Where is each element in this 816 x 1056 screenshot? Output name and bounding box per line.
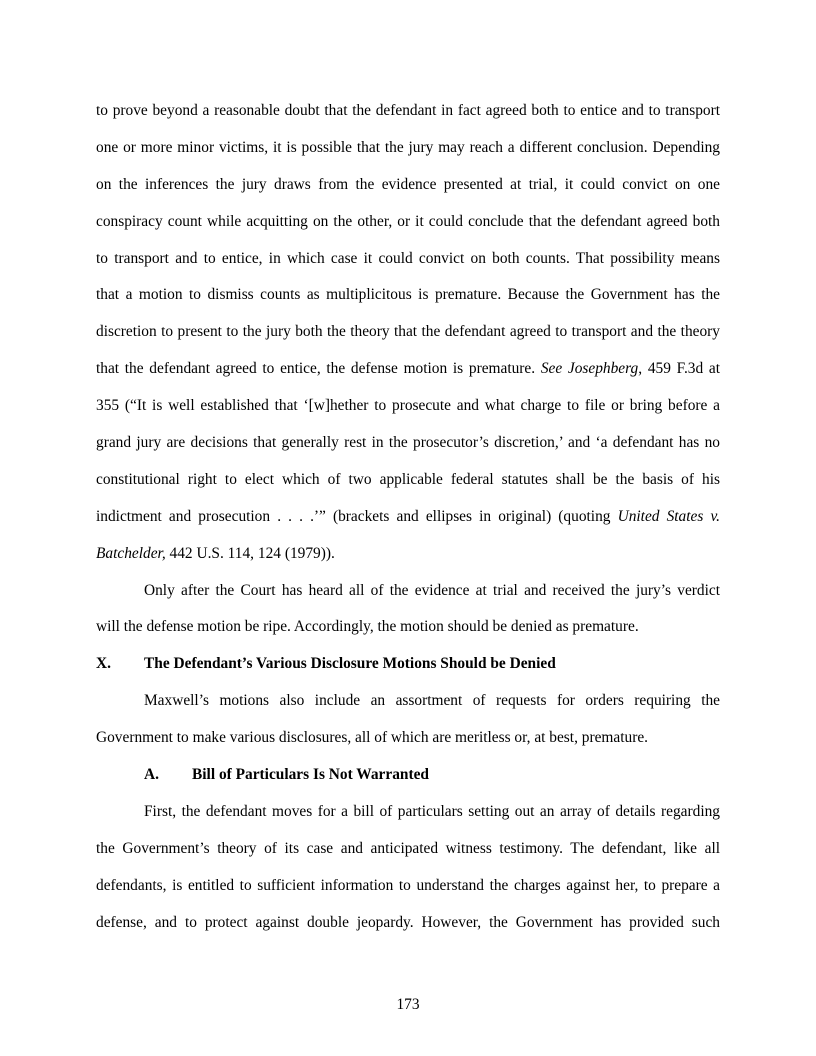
text-line: to transport and to entice, in which case it could convict on both counts. That possibility means xyxy=(96,249,720,267)
text-line: conspiracy count while acquitting on the other, or it could conclude that the defendant agreed both xyxy=(96,212,720,230)
citation-see: See Josephberg xyxy=(540,360,639,378)
text-line: constitutional right to elect which of two applicable federal statutes shall be the basis of his xyxy=(96,470,720,488)
text-line: First, the defendant moves for a bill of particulars setting out an array of details regarding xyxy=(144,802,720,820)
text-line xyxy=(96,351,720,388)
text-line xyxy=(96,499,720,536)
text-line: the Government’s theory of its case and anticipated witness testimony. The defendant, like all xyxy=(96,839,720,857)
text-fragment: 442 U.S. 114, 124 (1979)). xyxy=(165,544,335,562)
text-fragment: indictment and prosecution . . . .’” (brackets and ellipses in original) (quoting xyxy=(96,507,618,525)
text-line: grand jury are decisions that generally rest in the prosecutor’s discretion,’ and ‘a defendant has no xyxy=(96,434,720,452)
section-title: The Defendant’s Various Disclosure Motions Should be Denied xyxy=(144,655,556,673)
subsection-title: Bill of Particulars Is Not Warranted xyxy=(192,766,429,784)
text-line: that a motion to dismiss counts as multiplicitous is premature. Because the Government has the xyxy=(96,286,720,304)
text-line: 355 (“It is well established that ‘[w]hether to prosecute and what charge to file or bring before a xyxy=(96,397,720,415)
body-text xyxy=(96,93,720,941)
text-line: to prove beyond a reasonable doubt that the defendant in fact agreed both to entice and to transport xyxy=(96,102,720,119)
subsection-number: A. xyxy=(144,766,159,784)
text-line: defendants, is entitled to sufficient information to understand the charges against her, to prepare a xyxy=(96,876,720,894)
case-name: Batchelder, xyxy=(96,544,166,562)
section-heading-a xyxy=(96,757,720,794)
page-number: 173 xyxy=(396,996,420,1013)
case-name: United States v. xyxy=(617,507,720,525)
text-line: Government to make various disclosures, all of which are meritless or, at best, premature. xyxy=(96,729,648,747)
text-fragment: that the defendant agreed to entice, the defense motion is premature. xyxy=(96,360,541,378)
text-line: Only after the Court has heard all of the evidence at trial and received the jury’s verdict xyxy=(144,581,720,599)
text-line: one or more minor victims, it is possible that the jury may reach a different conclusion. Depending xyxy=(96,138,720,156)
text-line: discretion to present to the jury both the theory that the defendant agreed to transport and the theory xyxy=(96,323,720,341)
text-line: on the inferences the jury draws from the evidence presented at trial, it could convict on one xyxy=(96,175,720,193)
text-line: Maxwell’s motions also include an assortment of requests for orders requiring the xyxy=(144,692,720,710)
text-line xyxy=(96,536,720,573)
text-line: defense, and to protect against double jeopardy. However, the Government has provided such xyxy=(96,913,720,931)
section-number: X. xyxy=(96,655,111,673)
text-fragment: , 459 F.3d at xyxy=(638,360,720,378)
section-heading-x xyxy=(96,646,720,683)
text-line: will the defense motion be ripe. Accordingly, the motion should be denied as premature. xyxy=(96,618,639,636)
